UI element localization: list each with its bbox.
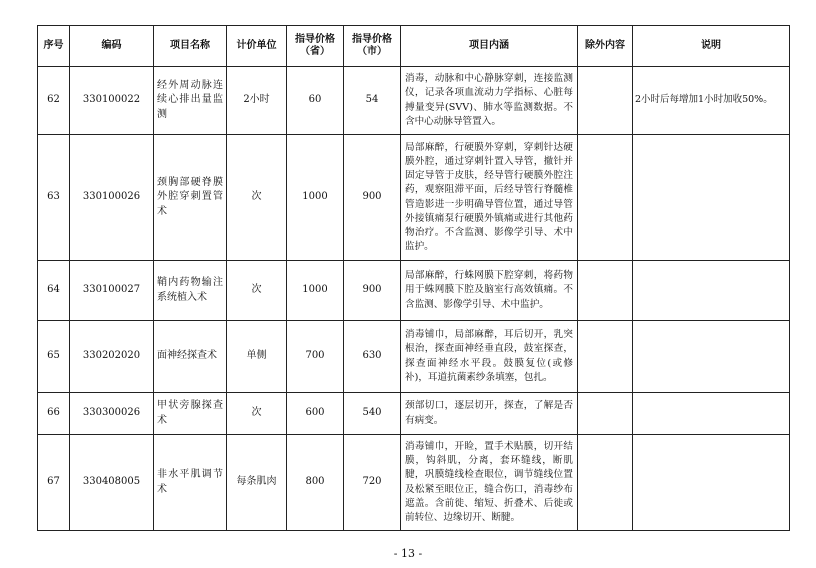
table-row <box>38 393 790 435</box>
cell-excluded <box>578 435 633 531</box>
cell-code: 330202020 <box>70 321 154 393</box>
page-number: - 13 - <box>393 547 423 560</box>
cell-seq: 66 <box>38 393 70 435</box>
cell-price-province: 800 <box>287 435 344 531</box>
header-note: 说明 <box>633 26 790 67</box>
cell-code: 330100027 <box>70 261 154 321</box>
header-content: 项目内涵 <box>401 26 578 67</box>
cell-name: 非水平肌调节术 <box>154 435 227 531</box>
cell-price-city: 54 <box>344 67 401 135</box>
cell-content: 消毒铺巾，局部麻醉，耳后切开，乳突根治，探查面神经垂直段，鼓室探查，探查面神经水平段。鼓膜复位(或修补)，耳道抗菌素纱条填塞，包扎。 <box>401 321 578 393</box>
cell-excluded <box>578 67 633 135</box>
cell-name: 颈胸部硬脊膜外腔穿刺置管术 <box>154 135 227 261</box>
table-row <box>38 67 790 135</box>
cell-price-province: 600 <box>287 393 344 435</box>
cell-unit: 次 <box>227 135 287 261</box>
cell-name: 经外周动脉连续心排出量监测 <box>154 67 227 135</box>
header-price-province: 指导价格（省） <box>287 26 344 67</box>
cell-seq: 64 <box>38 261 70 321</box>
cell-seq: 65 <box>38 321 70 393</box>
cell-content: 颈部切口，逐层切开，探查，了解是否有病变。 <box>401 393 578 435</box>
cell-code: 330100022 <box>70 67 154 135</box>
cell-excluded <box>578 135 633 261</box>
cell-price-city: 720 <box>344 435 401 531</box>
header-unit: 计价单位 <box>227 26 287 67</box>
pricing-table <box>37 25 790 531</box>
cell-price-province: 1000 <box>287 261 344 321</box>
cell-unit: 次 <box>227 261 287 321</box>
cell-code: 330100026 <box>70 135 154 261</box>
cell-content: 局部麻醉，行硬膜外穿刺，穿刺针达硬膜外腔，通过穿刺针置入导管，撤针并固定导管于皮肤，经导管行硬膜外腔注药，观察阻滞平面，后经导管行脊髓椎管造影进一步明确导管位置，通过导管外接镇痛泵行硬膜外镇痛或进行其他药物治疗。不含监测、影像学引导、术中监护。 <box>401 135 578 261</box>
header-excluded: 除外内容 <box>578 26 633 67</box>
cell-seq: 63 <box>38 135 70 261</box>
cell-note: 2小时后每增加1小时加收50%。 <box>633 67 790 135</box>
cell-excluded <box>578 393 633 435</box>
cell-price-province: 60 <box>287 67 344 135</box>
table-row <box>38 261 790 321</box>
cell-name: 面神经探查术 <box>154 321 227 393</box>
cell-price-city: 900 <box>344 261 401 321</box>
cell-content: 局部麻醉，行蛛网膜下腔穿刺，将药物用于蛛网膜下腔及脑室行高效镇痛。不含监测、影像学引导、术中监护。 <box>401 261 578 321</box>
cell-price-city: 900 <box>344 135 401 261</box>
table-row <box>38 321 790 393</box>
cell-code: 330408005 <box>70 435 154 531</box>
table-row <box>38 435 790 531</box>
cell-unit: 次 <box>227 393 287 435</box>
cell-note <box>633 321 790 393</box>
cell-price-province: 1000 <box>287 135 344 261</box>
cell-name: 甲状旁腺探查术 <box>154 393 227 435</box>
cell-unit: 2小时 <box>227 67 287 135</box>
cell-note <box>633 435 790 531</box>
cell-name: 鞘内药物输注系统植入术 <box>154 261 227 321</box>
header-code: 编码 <box>70 26 154 67</box>
header-row <box>38 26 790 67</box>
cell-seq: 62 <box>38 67 70 135</box>
header-name: 项目名称 <box>154 26 227 67</box>
cell-excluded <box>578 321 633 393</box>
cell-note <box>633 135 790 261</box>
cell-content: 消毒，动脉和中心静脉穿刺，连接监测仪，记录各项血流动力学指标、心脏每搏量变异(SVV)、肺水等监测数据。不含中心动脉导管置入。 <box>401 67 578 135</box>
cell-code: 330300026 <box>70 393 154 435</box>
cell-price-province: 700 <box>287 321 344 393</box>
cell-note <box>633 393 790 435</box>
cell-price-city: 630 <box>344 321 401 393</box>
cell-content: 消毒铺巾，开睑，置手术贴膜，切开结膜，钩斜肌，分离，套环缝线，断肌腱，巩膜缝线检查眼位，调节缝线位置及松紧至眼位正，缝合伤口，消毒纱布遮盖。含前徙、缩短、折叠术、后徙或前转位、边缘切开、断腱。 <box>401 435 578 531</box>
cell-excluded <box>578 261 633 321</box>
cell-unit: 单侧 <box>227 321 287 393</box>
cell-unit: 每条肌肉 <box>227 435 287 531</box>
cell-note <box>633 261 790 321</box>
table-row <box>38 135 790 261</box>
header-seq: 序号 <box>38 26 70 67</box>
cell-seq: 67 <box>38 435 70 531</box>
header-price-city: 指导价格（市） <box>344 26 401 67</box>
cell-price-city: 540 <box>344 393 401 435</box>
